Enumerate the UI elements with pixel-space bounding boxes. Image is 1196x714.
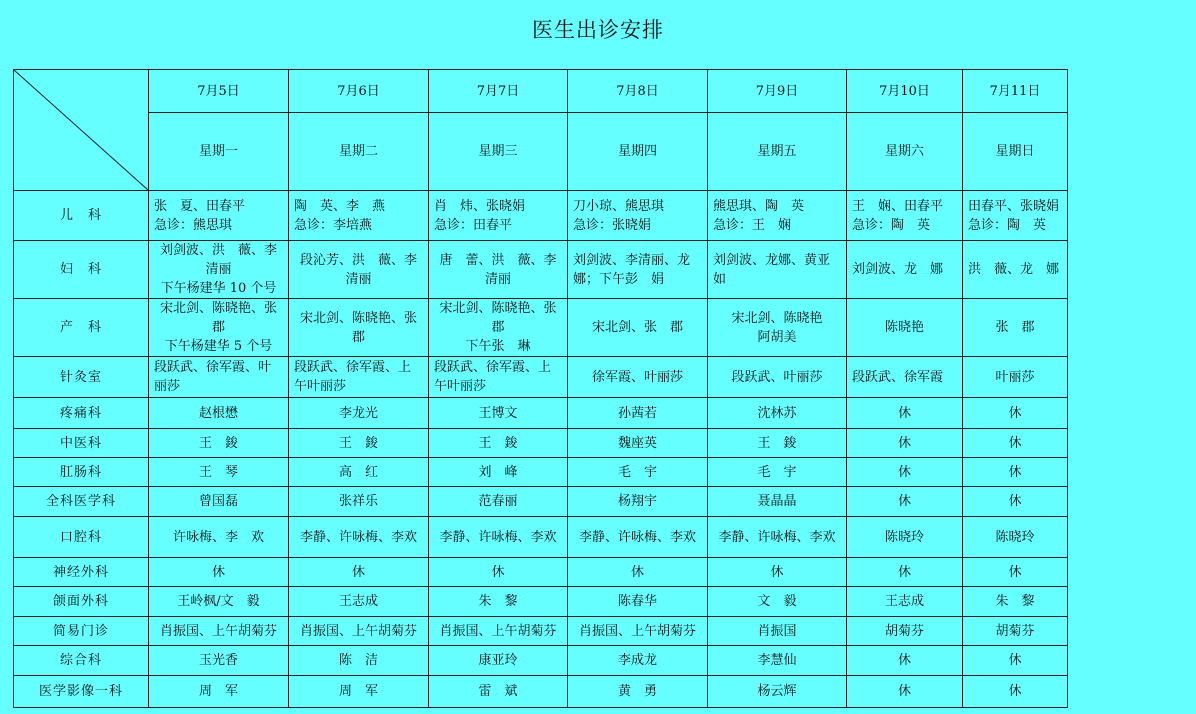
weekday-cell: 星期一 xyxy=(149,113,289,191)
schedule-row xyxy=(14,398,1068,429)
doctor-text: 刀小琼、熊思琪 xyxy=(573,198,665,214)
doctor-text: 张祥乐 xyxy=(338,494,378,509)
doctor-text: 王 鋑 xyxy=(757,435,797,451)
weekday-cell: 星期四 xyxy=(568,113,708,191)
schedule-cell xyxy=(289,558,429,587)
schedule-cell xyxy=(963,558,1068,587)
schedule-cell xyxy=(429,357,568,398)
schedule-cell xyxy=(963,357,1068,398)
doctor-text: 魏座英 xyxy=(617,435,657,451)
doctor-text: 聂晶晶 xyxy=(757,494,797,509)
schedule-cell xyxy=(289,357,429,398)
doctor-text: 朱 黎 xyxy=(478,594,518,609)
doctor-text: 肖振国 xyxy=(757,623,797,639)
schedule-cell xyxy=(963,617,1068,646)
schedule-cell xyxy=(568,558,708,587)
schedule-cell xyxy=(963,517,1068,558)
doctor-text: 王 鋑 xyxy=(338,435,378,451)
doctor-text: 急诊：陶 英 xyxy=(852,217,931,233)
doctor-text: 急诊：熊思琪 xyxy=(154,217,233,233)
weekday-header-row xyxy=(14,113,1068,191)
doctor-text: 沈林苏 xyxy=(757,405,797,421)
schedule-cell xyxy=(708,241,847,299)
doctor-text: 陈晓玲 xyxy=(995,529,1035,545)
schedule-cell xyxy=(847,517,963,558)
schedule-cell xyxy=(568,357,708,398)
department-name: 综合科 xyxy=(14,646,149,676)
department-name: 全科医学科 xyxy=(14,487,149,517)
doctor-text: 休 xyxy=(1008,435,1022,451)
doctor-text: 丽莎 xyxy=(154,379,181,394)
doctor-text: 杨云辉 xyxy=(757,684,797,699)
doctor-text: 李静、许咏梅、李欢 xyxy=(439,529,557,545)
doctor-text: 唐 蕾、洪 薇、李清丽 xyxy=(439,252,557,287)
doctor-text: 许咏梅、李 欢 xyxy=(172,529,264,545)
schedule-row xyxy=(14,587,1068,617)
doctor-text: 王 鋑 xyxy=(198,435,238,451)
doctor-text: 康亚玲 xyxy=(478,653,518,668)
doctor-text: 宋北剑、陈晓艳 xyxy=(731,310,823,326)
schedule-cell xyxy=(568,617,708,646)
doctor-text: 段沁芳、洪 薇、李清丽 xyxy=(299,252,417,287)
doctor-text: 玉光香 xyxy=(198,653,238,668)
doctor-text: 休 xyxy=(770,564,784,580)
doctor-text: 黄 勇 xyxy=(617,684,657,699)
doctor-text: 宋北剑、张 郡 xyxy=(591,320,683,335)
department-name: 中医科 xyxy=(14,429,149,458)
doctor-text: 宋北剑、陈晓艳、张 郡 xyxy=(299,310,431,345)
schedule-cell xyxy=(568,517,708,558)
doctor-text: 王博文 xyxy=(478,405,518,421)
schedule-cell xyxy=(708,558,847,587)
schedule-cell xyxy=(568,191,708,241)
schedule-cell xyxy=(429,676,568,708)
schedule-cell xyxy=(289,241,429,299)
doctor-text: 曾国磊 xyxy=(198,494,238,509)
diagonal-line xyxy=(14,70,148,190)
doctor-text: 午叶丽莎 xyxy=(294,379,347,394)
schedule-cell xyxy=(429,558,568,587)
doctor-text: 休 xyxy=(491,564,505,580)
doctor-text: 刘 峰 xyxy=(478,464,518,480)
schedule-cell xyxy=(568,587,708,617)
schedule-cell xyxy=(847,357,963,398)
schedule-row xyxy=(14,458,1068,487)
doctor-text: 胡菊芬 xyxy=(995,623,1035,639)
page-title: 医生出诊安排 xyxy=(532,18,664,42)
doctor-text: 休 xyxy=(897,653,911,668)
doctor-text: 洪 薇、龙 娜 xyxy=(968,262,1060,277)
schedule-cell xyxy=(708,487,847,517)
schedule-cell xyxy=(847,617,963,646)
schedule-cell xyxy=(708,299,847,357)
date-cell: 7月5日 xyxy=(149,70,289,113)
schedule-cell xyxy=(429,517,568,558)
schedule-cell xyxy=(289,517,429,558)
doctor-text: 李慧仙 xyxy=(757,653,797,668)
schedule-cell xyxy=(149,487,289,517)
schedule-cell xyxy=(149,646,289,676)
schedule-cell xyxy=(568,646,708,676)
schedule-row xyxy=(14,191,1068,241)
schedule-row xyxy=(14,617,1068,646)
department-name: 简易门诊 xyxy=(14,617,149,646)
doctor-text: 毛 宇 xyxy=(617,464,657,480)
doctor-text: 急诊：张晓娟 xyxy=(573,217,652,233)
doctor-text: 胡菊芬 xyxy=(884,623,924,639)
schedule-cell xyxy=(708,517,847,558)
schedule-cell xyxy=(963,241,1068,299)
doctor-text: 急诊：田春平 xyxy=(434,217,513,233)
department-name: 肛肠科 xyxy=(14,458,149,487)
schedule-cell xyxy=(149,517,289,558)
doctor-text: 休 xyxy=(351,564,365,580)
schedule-cell xyxy=(847,429,963,458)
schedule-cell xyxy=(429,429,568,458)
doctor-text: 段跃武、叶丽莎 xyxy=(731,369,823,385)
weekday-cell: 星期五 xyxy=(708,113,847,191)
schedule-cell xyxy=(149,191,289,241)
department-name: 颌面外科 xyxy=(14,587,149,617)
doctor-text: 休 xyxy=(897,494,911,509)
schedule-cell xyxy=(289,458,429,487)
schedule-cell xyxy=(429,646,568,676)
doctor-text: 肖 炜、张晓娟 xyxy=(434,198,526,214)
doctor-text: 陈 洁 xyxy=(338,653,378,668)
doctor-text: 宋北剑、陈晓艳、张 郡 xyxy=(439,301,570,335)
doctor-text: 陈晓玲 xyxy=(884,529,924,545)
schedule-cell xyxy=(149,587,289,617)
schedule-cell xyxy=(963,191,1068,241)
doctor-text: 下午杨建华 10 个号 xyxy=(160,281,277,296)
schedule-cell xyxy=(847,487,963,517)
schedule-cell xyxy=(963,429,1068,458)
doctor-text: 陶 英、李 燕 xyxy=(294,198,386,214)
doctor-text: 李静、许咏梅、李欢 xyxy=(718,529,836,545)
doctor-text: 李成龙 xyxy=(617,653,657,668)
doctor-text: 刘剑波、李清丽、龙 xyxy=(573,252,691,268)
schedule-cell xyxy=(708,191,847,241)
doctor-text: 李静、许咏梅、李欢 xyxy=(578,529,696,545)
date-cell: 7月11日 xyxy=(963,70,1068,113)
doctor-text: 范春丽 xyxy=(478,494,518,509)
schedule-cell xyxy=(149,357,289,398)
schedule-cell xyxy=(963,299,1068,357)
schedule-cell xyxy=(289,617,429,646)
doctor-text: 朱 黎 xyxy=(995,594,1035,609)
schedule-cell xyxy=(289,487,429,517)
schedule-cell xyxy=(429,458,568,487)
doctor-text: 休 xyxy=(211,564,225,580)
doctor-text: 休 xyxy=(1008,684,1022,699)
date-header-row xyxy=(14,70,1068,113)
doctor-text: 张 郡 xyxy=(995,320,1035,335)
schedule-cell xyxy=(568,458,708,487)
schedule-cell xyxy=(568,429,708,458)
schedule-cell xyxy=(847,587,963,617)
schedule-cell xyxy=(847,241,963,299)
doctor-text: 下午杨建华 5 个号 xyxy=(164,339,273,354)
schedule-cell xyxy=(289,646,429,676)
schedule-cell xyxy=(963,487,1068,517)
schedule-row xyxy=(14,241,1068,299)
schedule-cell xyxy=(429,299,568,357)
doctor-text: 休 xyxy=(1008,653,1022,668)
doctor-text: 休 xyxy=(1008,564,1022,580)
doctor-text: 张 夏、田春平 xyxy=(154,198,246,214)
schedule-cell xyxy=(149,398,289,429)
doctor-text: 段跃武、徐军霞 xyxy=(852,369,944,385)
schedule-table xyxy=(13,69,1068,708)
department-name: 产 科 xyxy=(14,299,149,357)
schedule-body xyxy=(14,191,1068,708)
doctor-text: 王 琴 xyxy=(198,464,238,480)
department-name: 疼痛科 xyxy=(14,398,149,429)
doctor-text: 肖振国、上午胡菊芬 xyxy=(439,623,557,639)
corner-cell xyxy=(14,70,149,191)
department-name: 儿 科 xyxy=(14,191,149,241)
doctor-text: 王志成 xyxy=(338,594,378,609)
doctor-text: 赵根懋 xyxy=(198,405,238,421)
schedule-cell xyxy=(708,617,847,646)
schedule-cell xyxy=(568,487,708,517)
doctor-text: 王 娴、田春平 xyxy=(852,198,944,214)
date-cell: 7月7日 xyxy=(429,70,568,113)
doctor-text: 下午张 琳 xyxy=(465,339,531,354)
schedule-cell xyxy=(429,241,568,299)
schedule-row xyxy=(14,646,1068,676)
doctor-text: 肖振国、上午胡菊芬 xyxy=(299,623,417,639)
doctor-text: 陈春华 xyxy=(617,594,657,609)
doctor-text: 杨翔宇 xyxy=(617,494,657,509)
schedule-cell xyxy=(429,617,568,646)
schedule-cell xyxy=(847,558,963,587)
department-name: 针灸室 xyxy=(14,357,149,398)
schedule-cell xyxy=(708,587,847,617)
schedule-cell xyxy=(149,429,289,458)
weekday-cell: 星期三 xyxy=(429,113,568,191)
doctor-text: 王 鋑 xyxy=(478,435,518,451)
weekday-cell: 星期六 xyxy=(847,113,963,191)
doctor-text: 王志成 xyxy=(884,594,924,609)
weekday-cell: 星期日 xyxy=(963,113,1068,191)
schedule-cell xyxy=(847,299,963,357)
department-name: 神经外科 xyxy=(14,558,149,587)
schedule-cell xyxy=(708,676,847,708)
schedule-cell xyxy=(963,676,1068,708)
weekday-cell: 星期二 xyxy=(289,113,429,191)
doctor-text: 休 xyxy=(1008,464,1022,480)
schedule-cell xyxy=(708,429,847,458)
schedule-cell xyxy=(289,299,429,357)
schedule-cell xyxy=(708,458,847,487)
date-cell: 7月9日 xyxy=(708,70,847,113)
doctor-text: 休 xyxy=(1008,405,1022,421)
doctor-text: 徐军霞、叶丽莎 xyxy=(591,369,683,385)
date-cell: 7月6日 xyxy=(289,70,429,113)
schedule-row xyxy=(14,517,1068,558)
doctor-text: 周 军 xyxy=(338,684,378,699)
doctor-text: 休 xyxy=(630,564,644,580)
department-name: 医学影像一科 xyxy=(14,676,149,708)
schedule-cell xyxy=(568,299,708,357)
doctor-text: 段跃武、徐军霞、上 xyxy=(294,360,412,375)
schedule-cell xyxy=(963,646,1068,676)
doctor-text: 叶丽莎 xyxy=(995,369,1035,385)
doctor-text: 休 xyxy=(897,464,911,480)
doctor-text: 王岭枫/文 毅 xyxy=(177,594,260,609)
schedule-cell xyxy=(963,587,1068,617)
schedule-cell xyxy=(847,398,963,429)
doctor-text: 段跃武、徐军霞、上 xyxy=(434,360,552,375)
doctor-text: 急诊：王 娴 xyxy=(713,217,792,233)
doctor-text: 休 xyxy=(897,435,911,451)
doctor-text: 休 xyxy=(897,405,911,421)
schedule-row xyxy=(14,357,1068,398)
doctor-text: 李龙光 xyxy=(338,405,378,421)
schedule-cell xyxy=(568,398,708,429)
schedule-cell xyxy=(847,646,963,676)
schedule-row xyxy=(14,487,1068,517)
doctor-text: 熊思琪、陶 英 xyxy=(713,198,805,214)
doctor-text: 周 军 xyxy=(198,684,238,699)
schedule-cell xyxy=(429,398,568,429)
doctor-text: 高 红 xyxy=(338,464,378,480)
doctor-text: 休 xyxy=(1008,494,1022,509)
schedule-cell xyxy=(149,299,289,357)
schedule-cell xyxy=(429,587,568,617)
schedule-cell xyxy=(149,558,289,587)
doctor-text: 毛 宇 xyxy=(757,464,797,480)
schedule-cell xyxy=(289,429,429,458)
doctor-text: 急诊：陶 英 xyxy=(968,217,1047,233)
doctor-text: 休 xyxy=(897,564,911,580)
date-cell: 7月10日 xyxy=(847,70,963,113)
doctor-text: 急诊：李培燕 xyxy=(294,217,373,233)
schedule-cell xyxy=(429,191,568,241)
doctor-text: 宋北剑、陈晓艳、张 郡 xyxy=(159,301,291,335)
doctor-text: 刘剑波、龙娜、黄亚 xyxy=(713,252,831,268)
doctor-text: 文 毅 xyxy=(757,594,797,609)
doctor-text: 雷 斌 xyxy=(478,684,518,699)
schedule-cell xyxy=(289,587,429,617)
doctor-text: 李静、许咏梅、李欢 xyxy=(299,529,417,545)
schedule-cell xyxy=(963,458,1068,487)
department-name: 妇 科 xyxy=(14,241,149,299)
schedule-cell xyxy=(289,191,429,241)
schedule-cell xyxy=(847,676,963,708)
doctor-text: 刘剑波、龙 娜 xyxy=(852,262,944,277)
doctor-text: 午叶丽莎 xyxy=(434,379,487,394)
schedule-cell xyxy=(708,357,847,398)
schedule-cell xyxy=(568,241,708,299)
doctor-text: 肖振国、上午胡菊芬 xyxy=(159,623,277,639)
date-cell: 7月8日 xyxy=(568,70,708,113)
doctor-text: 阿胡美 xyxy=(757,329,797,345)
doctor-text: 陈晓艳 xyxy=(884,320,924,335)
doctor-text: 段跃武、徐军霞、叶 xyxy=(154,360,272,375)
schedule-row xyxy=(14,429,1068,458)
doctor-text: 如 xyxy=(713,271,727,287)
schedule-cell xyxy=(289,676,429,708)
schedule-cell xyxy=(708,398,847,429)
doctor-text: 休 xyxy=(897,684,911,699)
schedule-cell xyxy=(847,191,963,241)
schedule-cell xyxy=(149,617,289,646)
schedule-cell xyxy=(149,241,289,299)
schedule-cell xyxy=(568,676,708,708)
doctor-text: 娜；下午彭 娟 xyxy=(573,271,665,287)
doctor-text: 田春平、张晓娟 xyxy=(968,198,1060,214)
doctor-text: 孙茜若 xyxy=(617,405,657,421)
schedule-cell xyxy=(847,458,963,487)
schedule-cell xyxy=(149,676,289,708)
schedule-cell xyxy=(708,646,847,676)
schedule-cell xyxy=(149,458,289,487)
department-name: 口腔科 xyxy=(14,517,149,558)
schedule-cell xyxy=(289,398,429,429)
schedule-row xyxy=(14,558,1068,587)
doctor-text: 刘剑波、洪 薇、李清丽 xyxy=(159,243,277,277)
schedule-row xyxy=(14,676,1068,708)
doctor-text: 肖振国、上午胡菊芬 xyxy=(578,623,696,639)
schedule-cell xyxy=(963,398,1068,429)
schedule-cell xyxy=(429,487,568,517)
schedule-row xyxy=(14,299,1068,357)
